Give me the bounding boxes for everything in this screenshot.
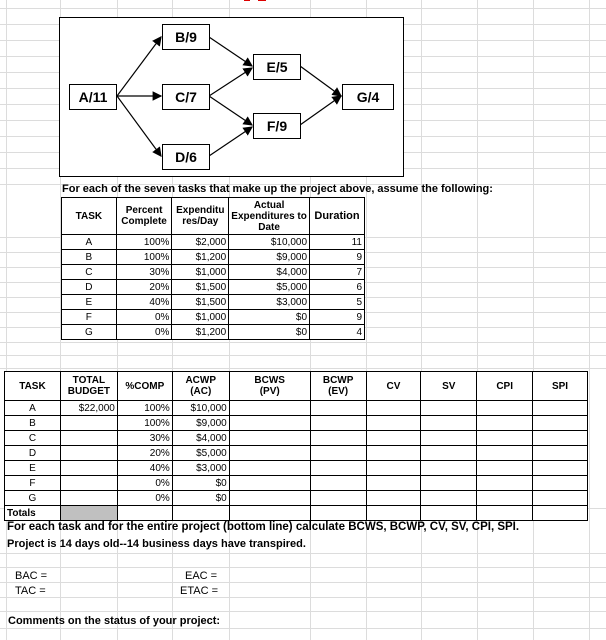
table-cell: C (5, 431, 61, 446)
eac-label: EAC = (185, 570, 218, 582)
table-cell (229, 446, 310, 461)
table-cell (310, 476, 366, 491)
table-cell (421, 431, 477, 446)
table-cell (533, 416, 588, 431)
table-header-row (62, 198, 365, 235)
table-cell: $1,500 (172, 280, 229, 295)
table-cell: 4 (310, 325, 365, 340)
table-cell: 7 (310, 265, 365, 280)
etac-label: ETAC = (180, 585, 219, 597)
table-cell: $5,000 (172, 446, 229, 461)
table-cell: 11 (310, 235, 365, 250)
arrow-b-e (209, 37, 252, 66)
table-cell: $10,000 (172, 401, 229, 416)
arrow-e-g (300, 66, 341, 96)
header-bcwp: BCWP (EV) (310, 372, 366, 401)
table-cell: $0 (172, 476, 229, 491)
table-cell (533, 431, 588, 446)
table-cell (60, 461, 117, 476)
arrow-c-f (209, 96, 252, 125)
table-cell (366, 446, 421, 461)
table-cell (533, 506, 588, 521)
table-cell (366, 506, 421, 521)
node-b: B/9 (162, 24, 210, 50)
table-cell (310, 461, 366, 476)
node-e: E/5 (253, 54, 301, 80)
table-cell (60, 491, 117, 506)
totals-row (5, 506, 588, 521)
header-cpi: CPI (477, 372, 533, 401)
table-cell (366, 401, 421, 416)
table-cell (421, 446, 477, 461)
table-cell: B (62, 250, 117, 265)
table-row (62, 265, 365, 280)
table-cell (310, 431, 366, 446)
bac-label: BAC = (15, 570, 48, 582)
totals-label: Totals (5, 506, 61, 521)
table-cell: 100% (116, 235, 172, 250)
table-cell: $2,000 (172, 235, 229, 250)
table-row (62, 295, 365, 310)
table-cell (60, 416, 117, 431)
node-a: A/11 (69, 84, 117, 110)
table-cell (477, 431, 533, 446)
header-percent-complete: Percent Complete (116, 198, 172, 235)
table-cell: G (62, 325, 117, 340)
table-row (62, 250, 365, 265)
table-cell: $10,000 (229, 235, 310, 250)
table-cell: 100% (116, 250, 172, 265)
instruction-line-1: For each task and for the entire project (bottom line) calculate BCWS, BCWP, CV, SV, CPI, SPI. (7, 521, 520, 533)
table-header-row (5, 372, 588, 401)
table-cell: 5 (310, 295, 365, 310)
table-cell: E (5, 461, 61, 476)
header-bcws: BCWS (PV) (229, 372, 310, 401)
table-cell (477, 446, 533, 461)
table-cell: $0 (172, 491, 229, 506)
comments-label: Comments on the status of your project: (8, 615, 221, 627)
table-cell (421, 416, 477, 431)
table-cell: 20% (117, 446, 172, 461)
table-cell: 100% (117, 401, 172, 416)
node-g: G/4 (342, 84, 394, 110)
table-row (5, 431, 588, 446)
table-cell (229, 476, 310, 491)
table-cell (477, 401, 533, 416)
table-cell (310, 506, 366, 521)
table-cell: A (5, 401, 61, 416)
table-cell (533, 446, 588, 461)
table-row (5, 461, 588, 476)
table-cell: B (5, 416, 61, 431)
header-expenditures-day: Expenditures/Day (172, 198, 229, 235)
table-cell (477, 476, 533, 491)
tac-label: TAC = (15, 585, 46, 597)
header-comp: %COMP (117, 372, 172, 401)
table-cell (533, 401, 588, 416)
table-cell: $1,000 (172, 265, 229, 280)
table-cell: 40% (117, 461, 172, 476)
table-cell: $1,200 (172, 325, 229, 340)
table-row (62, 325, 365, 340)
table-row (62, 310, 365, 325)
table-row (5, 416, 588, 431)
arrow-f-g (300, 96, 341, 125)
table-cell (477, 416, 533, 431)
table-cell: 0% (116, 310, 172, 325)
table-cell: 100% (117, 416, 172, 431)
table-cell: $5,000 (229, 280, 310, 295)
node-f: F/9 (253, 113, 301, 139)
table-cell (117, 506, 172, 521)
table-cell: $4,000 (172, 431, 229, 446)
table-cell (229, 461, 310, 476)
table-cell: 30% (117, 431, 172, 446)
header-actual-expenditures: Actual Expenditures to Date (229, 198, 310, 235)
table-cell: 0% (117, 476, 172, 491)
table-cell (421, 476, 477, 491)
header-duration: Duration (310, 198, 365, 235)
table-cell (229, 431, 310, 446)
table-cell: A (62, 235, 117, 250)
table-cell: F (62, 310, 117, 325)
table-cell: G (5, 491, 61, 506)
instruction-line-2: Project is 14 days old--14 business days have transpired. (7, 538, 306, 550)
table-cell: $4,000 (229, 265, 310, 280)
table-cell: $0 (229, 310, 310, 325)
table-cell: F (5, 476, 61, 491)
arrow-a-d (117, 96, 161, 156)
table-cell (533, 491, 588, 506)
header-total-budget: TOTAL BUDGET (60, 372, 117, 401)
table-cell (421, 461, 477, 476)
table-row (62, 235, 365, 250)
table-row (62, 280, 365, 295)
table-cell (229, 506, 310, 521)
task-assumptions-table (61, 197, 365, 340)
table-cell (477, 491, 533, 506)
table-cell (533, 461, 588, 476)
table-cell: 9 (310, 250, 365, 265)
table-cell (310, 446, 366, 461)
table-cell: $1,500 (172, 295, 229, 310)
node-c: C/7 (162, 84, 210, 110)
intro-text: For each of the seven tasks that make up the project above, assume the following: (62, 183, 493, 195)
node-d: D/6 (162, 144, 210, 170)
table-cell: E (62, 295, 117, 310)
table-cell (172, 506, 229, 521)
totals-budget-cell (60, 506, 117, 521)
table-cell (229, 401, 310, 416)
table-cell: $9,000 (172, 416, 229, 431)
table-cell (366, 431, 421, 446)
header-acwp: ACWP (AC) (172, 372, 229, 401)
table-cell: $9,000 (229, 250, 310, 265)
header-task: TASK (5, 372, 61, 401)
table-cell (421, 506, 477, 521)
earned-value-table (4, 371, 588, 521)
table-cell (310, 416, 366, 431)
table-cell (477, 461, 533, 476)
table-cell: D (62, 280, 117, 295)
table-cell (60, 446, 117, 461)
table-cell (366, 461, 421, 476)
table-cell (229, 416, 310, 431)
table-cell (60, 431, 117, 446)
table-cell (310, 401, 366, 416)
table-cell: $22,000 (60, 401, 117, 416)
table-row (5, 401, 588, 416)
table-cell (421, 401, 477, 416)
table-cell: 40% (116, 295, 172, 310)
table-cell: $3,000 (229, 295, 310, 310)
table-cell: $3,000 (172, 461, 229, 476)
header-spi: SPI (533, 372, 588, 401)
table-cell: 30% (116, 265, 172, 280)
table-cell: $1,200 (172, 250, 229, 265)
table-cell (366, 476, 421, 491)
table-cell (366, 416, 421, 431)
table-cell: 0% (116, 325, 172, 340)
table-cell (310, 491, 366, 506)
table-cell (533, 476, 588, 491)
header-cv: CV (366, 372, 421, 401)
table-cell: C (62, 265, 117, 280)
table-cell (229, 491, 310, 506)
table-cell: 9 (310, 310, 365, 325)
table-cell: 0% (117, 491, 172, 506)
table-row (5, 446, 588, 461)
table-cell: $1,000 (172, 310, 229, 325)
table-cell (60, 476, 117, 491)
table-cell: 6 (310, 280, 365, 295)
arrow-d-f (209, 127, 252, 156)
table-cell: 20% (116, 280, 172, 295)
table-cell (421, 491, 477, 506)
arrow-c-e (209, 68, 252, 96)
table-row (5, 491, 588, 506)
table-cell (366, 491, 421, 506)
table-cell: D (5, 446, 61, 461)
table-row (5, 476, 588, 491)
table-cell (477, 506, 533, 521)
header-task: TASK (62, 198, 117, 235)
header-sv: SV (421, 372, 477, 401)
table-cell: $0 (229, 325, 310, 340)
arrow-a-b (117, 37, 161, 96)
